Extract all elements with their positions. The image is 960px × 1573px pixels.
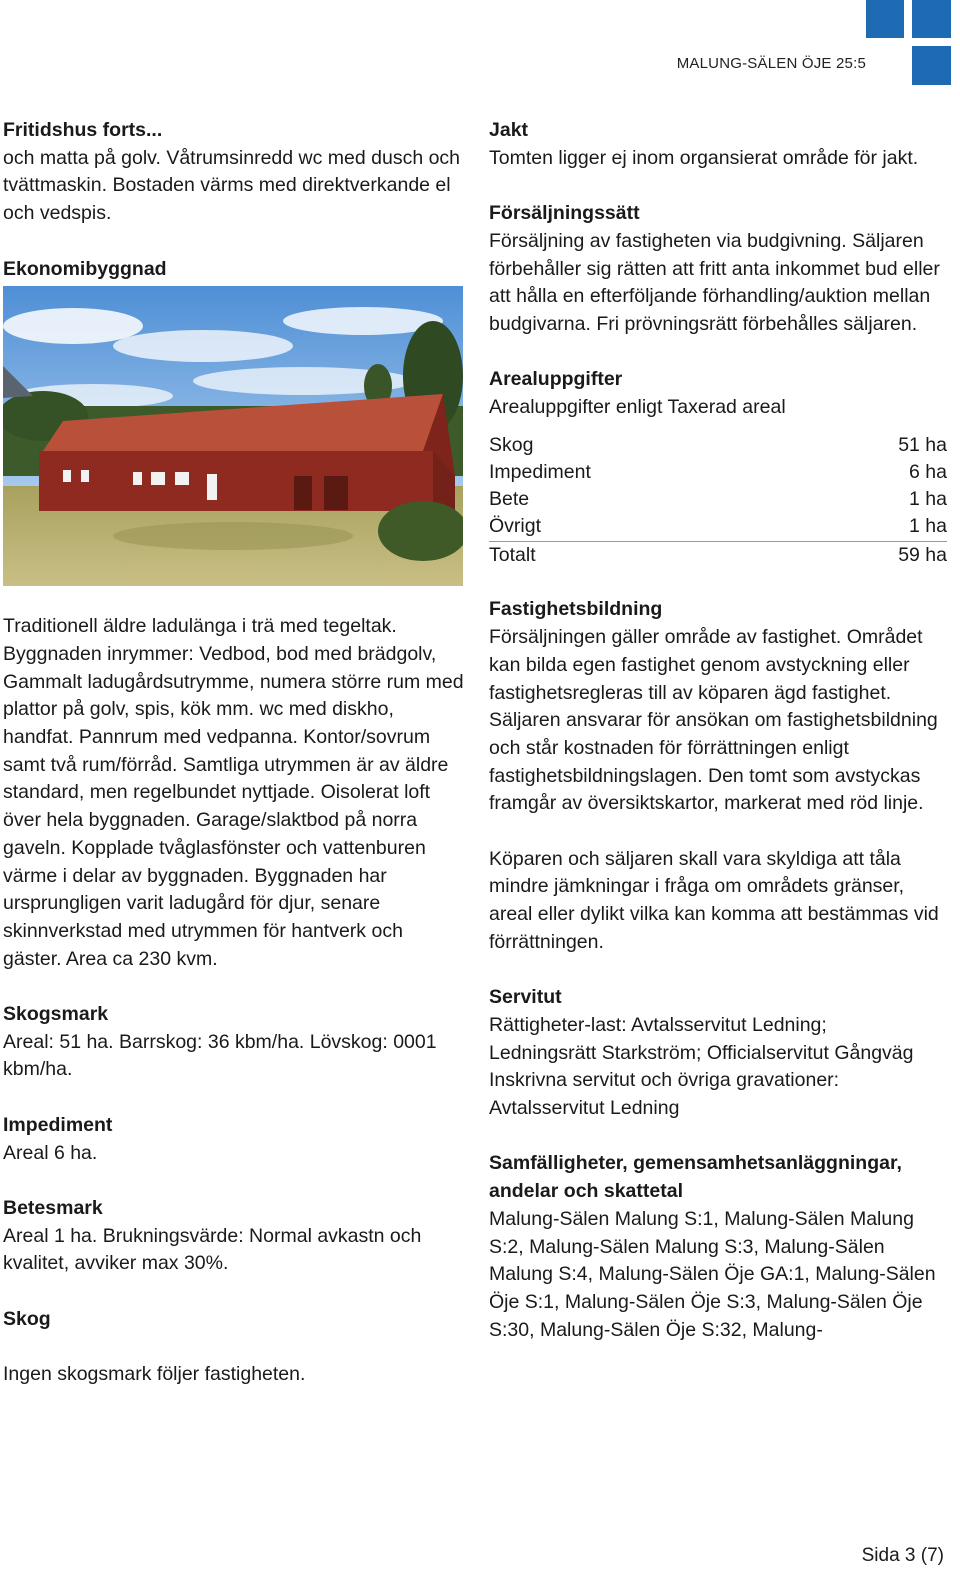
section-text: Försäljning av fastigheten via budgivning. Säljaren förbehåller sig rätten att fritt anta inkommet bud eller att hålla en efterföljande förhandling/auktion mellan budgivarna. Fri prövningsrätt förbehålles säljaren. <box>489 229 940 335</box>
section-heading: Betesmark <box>3 1196 103 1219</box>
section-text: Inskrivna servitut och övriga gravationer: <box>489 1069 840 1092</box>
area-value: 51 ha <box>898 433 947 456</box>
section-text: Areal 6 ha. <box>3 1141 98 1164</box>
area-label: Impediment <box>489 460 591 483</box>
right-column <box>489 117 949 1344</box>
logo-square <box>912 0 951 38</box>
section-heading: Försäljningssätt <box>489 202 640 225</box>
section-text: Försäljningen gäller område av fastighet. Området kan bilda egen fastighet genom avstyckning eller fastighetsregleras till av köparen ägd fastighet. Säljaren ansvarar för ansökan om fastighetsbildning och står kostnaden för förrättningen enligt fastighetsbildningslagen. Den tomt som avstyckas framgår av översiktskartor, markerat med röd linje. <box>489 626 938 815</box>
area-table <box>489 432 947 569</box>
section-heading: Skog <box>3 1307 51 1330</box>
left-column <box>3 117 465 1389</box>
section-heading: Arealuppgifter <box>489 368 623 391</box>
section-heading: Fastighetsbildning <box>489 598 663 621</box>
area-value: 1 ha <box>909 488 947 511</box>
area-value: 59 ha <box>898 543 947 566</box>
section-text: Ledningsrätt Starkström; Officialservitut Gångväg <box>489 1041 914 1064</box>
table-row <box>489 513 947 541</box>
section-text: och matta på golv. Våtrumsinredd wc med dusch och tvättmaskin. Bostaden värms med direktverkande el och vedspis. <box>3 146 461 225</box>
table-row <box>489 486 947 513</box>
area-label: Skog <box>489 433 534 456</box>
section-heading: Impediment <box>3 1113 113 1136</box>
table-row <box>489 432 947 459</box>
section-heading: Servitut <box>489 986 562 1009</box>
section-text: Tomten ligger ej inom organsierat område för jakt. <box>489 146 919 169</box>
section-heading: Jakt <box>489 119 529 141</box>
section-text: Malung-Sälen Malung S:1, Malung-Sälen Malung S:2, Malung-Sälen Malung S:3, Malung-Sälen Malung S:4, Malung-Sälen Öje GA:1, Malung-Sälen Öje S:1, Malung-Sälen Öje S:3, Malung-Sälen Öje S:30, Malung-Sälen Öje S:32, Malung- <box>489 1207 936 1341</box>
document-header-title: MALUNG-SÄLEN ÖJE 25:5 <box>676 55 866 72</box>
section-text: Rättigheter-last: Avtalsservitut Ledning; <box>489 1013 827 1036</box>
section-subtitle: Arealuppgifter enligt Taxerad areal <box>489 396 786 418</box>
area-label: Totalt <box>489 543 536 566</box>
section-text: Areal 1 ha. Brukningsvärde: Normal avkastn och kvalitet, avviker max 30%. <box>3 1224 422 1275</box>
section-text: Areal: 51 ha. Barrskog: 36 kbm/ha. Lövskog: 0001 kbm/ha. <box>3 1030 437 1081</box>
table-row <box>489 459 947 486</box>
section-heading: Skogsmark <box>3 1003 109 1026</box>
logo-square <box>912 46 951 85</box>
section-text: Ingen skogsmark följer fastigheten. <box>3 1363 306 1386</box>
section-text: Köparen och säljaren skall vara skyldiga att tåla mindre jämkningar i fråga om områdets gränser, areal eller dylikt vilka kan komma att bestämmas vid förrättningen. <box>489 847 939 953</box>
section-text: Avtalsservitut Ledning <box>489 1097 680 1120</box>
area-value: 1 ha <box>799 513 947 541</box>
barn-photo <box>3 286 463 586</box>
area-label: Övrigt <box>489 513 799 541</box>
section-heading: Samfälligheter, gemensamhetsanläggningar, andelar och skattetal <box>489 1152 902 1203</box>
area-value: 6 ha <box>909 460 947 483</box>
page-number: Sida 3 (7) <box>861 1545 944 1566</box>
table-row-total <box>489 541 947 569</box>
section-heading: Fritidshus forts... <box>3 119 163 141</box>
section-text: Traditionell äldre ladulänga i trä med tegeltak. Byggnaden inrymmer: Vedbod, bod med brädgolv, Gammalt ladugårdsutrymme, numera större rum med plattor på golv, spis, kök mm. wc med diskho, handfat. Pannrum med vedpanna. Kontor/sovrum samt två rum/förråd. Samtliga utrymmen är av äldre standard, men regelbundet nyttjade. Oisolerat loft över hela byggnaden. Garage/slaktbod på norra gaveln. Kopplade tvåglasfönster och vattenburen värme i delar av byggnaden. Byggnaden har ursprungligen varit ladugård för djur, senare skinnverkstad med utrymmen för hantverk och gäster. Area ca 230 kvm. <box>3 615 464 970</box>
section-heading: Ekonomibyggnad <box>3 257 167 280</box>
area-label: Bete <box>489 488 530 511</box>
logo-square <box>866 0 904 38</box>
